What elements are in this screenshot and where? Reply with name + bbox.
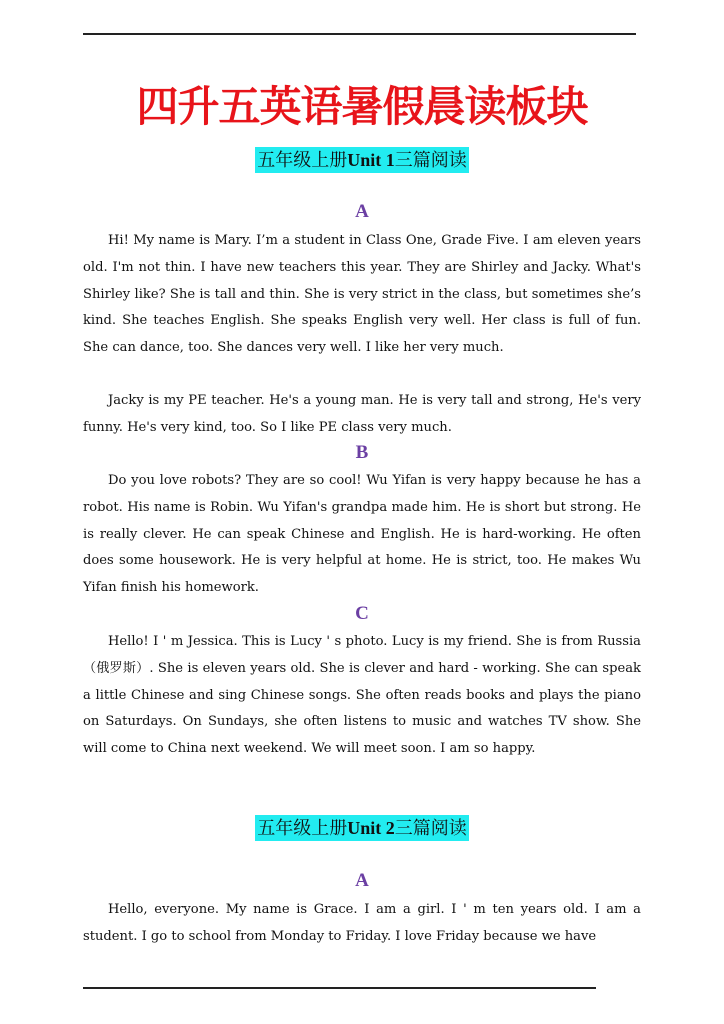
unit1-unit: Unit 1 — [347, 150, 395, 170]
unit2-prefix: 五年级上册 — [257, 818, 348, 838]
top-rule — [83, 33, 636, 35]
unit1-section-b-paragraph-1: Do you love robots? They are so cool! Wu Yifan is very happy because he has a robot. His name is Robin. Wu Yifan's grandpa made him. He is short but strong. He is really clever. He can speak Chinese and English. He is hard-working. He often does some housework. He is very helpful at home. He is strict, too. He makes Wu Yifan finish his homework. — [83, 473, 641, 596]
unit1-section-c-paragraph-1: Hello! I ' m Jessica. This is Lucy ' s photo. Lucy is my friend. She is from Russia（俄罗斯）. She is eleven years old. She is clever and hard - working. She can speak a little Chinese and sing Chinese songs. She often reads books and plays the piano on Saturdays. On Sundays, she often listens to music and watches TV show. She will come to China next weekend. We will meet soon. I am so happy. — [83, 634, 641, 757]
unit1-section-a-paragraph-1: Hi! My name is Mary. I’m a student in Class One, Grade Five. I am eleven years old. I'm not thin. I have new teachers this year. They are Shirley and Jacky. What's Shirley like? She is tall and thin. She is very strict in the class, but sometimes she’s kind. She teaches English. She speaks English very well. Her class is full of fun. She can dance, too. She dances very well. I like her very much. — [83, 233, 641, 356]
unit2-unit: Unit 2 — [347, 818, 395, 838]
page-title: 四升五英语暑假晨读板块 — [136, 82, 588, 131]
unit1-suffix: 三篇阅读 — [394, 150, 467, 170]
unit1-section-a-paragraph-2: Jacky is my PE teacher. He's a young man. He is very tall and strong, He's very funny. He's very kind, too. So I like PE class very much. — [83, 393, 641, 435]
unit1-section-b-letter: B — [355, 442, 369, 463]
unit2-section-a-letter: A — [355, 870, 369, 891]
unit1-section-c-letter: C — [355, 603, 369, 624]
bottom-rule — [83, 987, 596, 989]
unit1-heading-label — [255, 147, 469, 173]
unit1-prefix: 五年级上册 — [257, 150, 348, 170]
unit2-suffix: 三篇阅读 — [394, 818, 467, 838]
unit2-heading-label — [255, 815, 469, 841]
unit1-heading — [0, 147, 724, 173]
unit1-section-a-letter: A — [355, 201, 369, 222]
unit2-heading — [0, 815, 724, 841]
unit2-section-a-paragraph-1: Hello, everyone. My name is Grace. I am a girl. I ' m ten years old. I am a student. I go to school from Monday to Friday. I love Friday because we have — [83, 902, 641, 944]
